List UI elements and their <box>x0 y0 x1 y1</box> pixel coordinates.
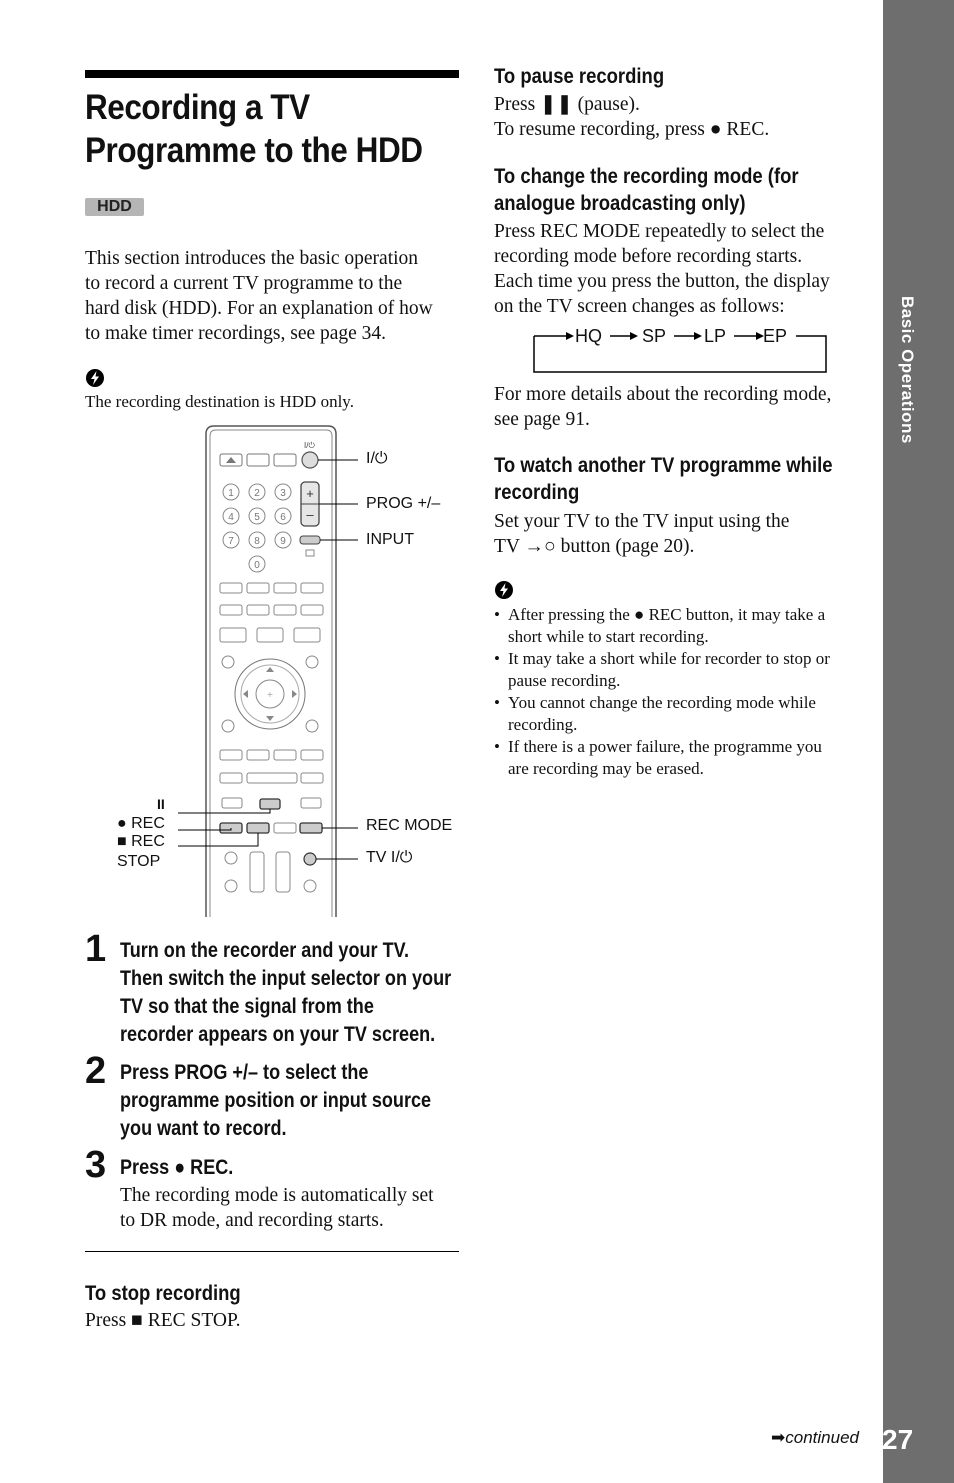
list-item <box>494 648 874 692</box>
title-rule <box>85 70 459 78</box>
step-line: recorder appears on your TV screen. <box>120 1023 436 1046</box>
svg-text:4: 4 <box>228 512 234 523</box>
continued-text: continued <box>785 1428 859 1447</box>
note-line: • You cannot change the recording mode while <box>508 693 816 712</box>
step-1-text <box>120 937 464 1049</box>
list-item <box>494 736 874 780</box>
continued-indicator <box>771 1428 859 1448</box>
step-line: Press PROG +/– to select the <box>120 1061 369 1084</box>
watch-line: TV →○ button (page 20). <box>494 536 695 557</box>
svg-text:+: + <box>266 689 274 701</box>
power-label: I/⏻ <box>366 450 388 467</box>
svg-text:8: 8 <box>254 536 260 547</box>
step-2-text <box>120 1059 464 1143</box>
pause-line: To resume recording, press ● REC. <box>494 119 770 140</box>
stop-recording-text: Press ■ REC STOP. <box>85 1310 241 1331</box>
change-mode-heading <box>494 163 864 217</box>
sidebar-tab <box>883 0 954 1483</box>
step-line: programme position or input source <box>120 1089 432 1112</box>
intro-line: hard disk (HDD). For an explanation of how <box>85 298 433 319</box>
step-number: 1 <box>85 928 107 970</box>
pause-line: Press ❚❚ (pause). <box>494 94 640 115</box>
svg-text:–: – <box>306 507 314 522</box>
mode-line: Each time you press the button, the display <box>494 271 830 292</box>
list-item <box>494 604 874 648</box>
svg-text:6: 6 <box>280 512 286 523</box>
mode-line: on the TV screen changes as follows: <box>494 296 785 317</box>
step-line: Turn on the recorder and your TV. <box>120 939 410 962</box>
note-line: short while to start recording. <box>508 627 709 646</box>
mode-hq: HQ <box>575 326 602 346</box>
stop-recording-heading: To stop recording <box>85 1282 241 1305</box>
note-line: pause recording. <box>508 671 621 690</box>
note-line: are recording may be erased. <box>508 759 704 778</box>
step-line: TV so that the signal from the <box>120 995 374 1018</box>
list-item <box>494 692 874 736</box>
note-line: • If there is a power failure, the programme you <box>508 737 822 756</box>
mode-ep: EP <box>763 326 788 346</box>
svg-text:+: + <box>306 486 314 501</box>
page-number: 27 <box>882 1424 914 1455</box>
title-line-1: Recording a TV <box>85 88 310 127</box>
mode-line: recording mode before recording starts. <box>494 246 803 267</box>
rec-mode-label: REC MODE <box>366 817 453 834</box>
intro-line: to record a current TV programme to the <box>85 273 403 294</box>
mode-line: Press REC MODE repeatedly to select the <box>494 221 825 242</box>
page-title <box>85 86 427 172</box>
step-line: Then switch the input selector on your <box>120 967 452 990</box>
watch-other-text <box>494 509 874 559</box>
svg-text:9: 9 <box>280 536 286 547</box>
watch-line: Set your TV to the TV input using the <box>494 511 790 532</box>
hint-icon <box>494 580 514 600</box>
pause-label: II <box>157 796 165 812</box>
pause-recording-heading: To pause recording <box>494 65 665 88</box>
svg-text:3: 3 <box>280 488 286 499</box>
svg-text:1: 1 <box>228 488 234 499</box>
note-line: • It may take a short while for recorder to stop or <box>508 649 830 668</box>
hdd-badge: HDD <box>85 198 144 216</box>
intro-line: This section introduces the basic operation <box>85 248 419 269</box>
intro-paragraph <box>85 246 465 346</box>
title-line-2: Programme to the HDD <box>85 131 423 170</box>
change-mode-text <box>494 219 874 319</box>
svg-text:5: 5 <box>254 512 260 523</box>
tv-power-label: TV I/⏻ <box>366 849 413 866</box>
hint-text: The recording destination is HDD only. <box>85 392 354 411</box>
heading-line: To change the recording mode (for <box>494 165 799 188</box>
svg-text:I/⏻: I/⏻ <box>304 441 315 450</box>
note-line: • After pressing the ● REC button, it may take a <box>508 605 826 624</box>
note-line: recording. <box>508 715 578 734</box>
sidebar-section-label: Basic Operations <box>898 296 917 444</box>
step-number: 2 <box>85 1050 107 1092</box>
arrow-right-icon: ➡ <box>771 1428 786 1447</box>
hint-notes-list <box>494 604 874 780</box>
heading-line: analogue broadcasting only) <box>494 192 746 215</box>
svg-text:0: 0 <box>254 560 260 571</box>
step-3-detail <box>120 1183 465 1233</box>
mode-sp: SP <box>642 326 667 346</box>
step-number: 3 <box>85 1144 107 1186</box>
section-divider <box>85 1251 459 1252</box>
prog-label: PROG +/– <box>366 495 441 512</box>
svg-text:7: 7 <box>228 536 234 547</box>
pause-recording-text <box>494 92 874 142</box>
detail-line: The recording mode is automatically set <box>120 1185 434 1206</box>
details-line: For more details about the recording mode, <box>494 384 832 405</box>
details-line: see page 91. <box>494 409 590 430</box>
watch-other-heading <box>494 452 864 506</box>
detail-line: to DR mode, and recording starts. <box>120 1210 384 1231</box>
rec-stop-label: ■ REC <box>117 833 165 850</box>
hint-icon <box>85 368 105 388</box>
heading-line: To watch another TV programme while <box>494 454 833 477</box>
mode-lp: LP <box>704 326 727 346</box>
input-label: INPUT <box>366 531 414 548</box>
step-line: you want to record. <box>120 1117 287 1140</box>
intro-line: to make timer recordings, see page 34. <box>85 323 387 344</box>
step-3-text: Press ● REC. <box>120 1156 234 1179</box>
rec-stop-label-2: STOP <box>117 853 161 870</box>
rec-label: ● REC <box>117 815 165 832</box>
svg-text:2: 2 <box>254 488 260 499</box>
mode-details-text <box>494 382 884 432</box>
heading-line: recording <box>494 481 580 504</box>
